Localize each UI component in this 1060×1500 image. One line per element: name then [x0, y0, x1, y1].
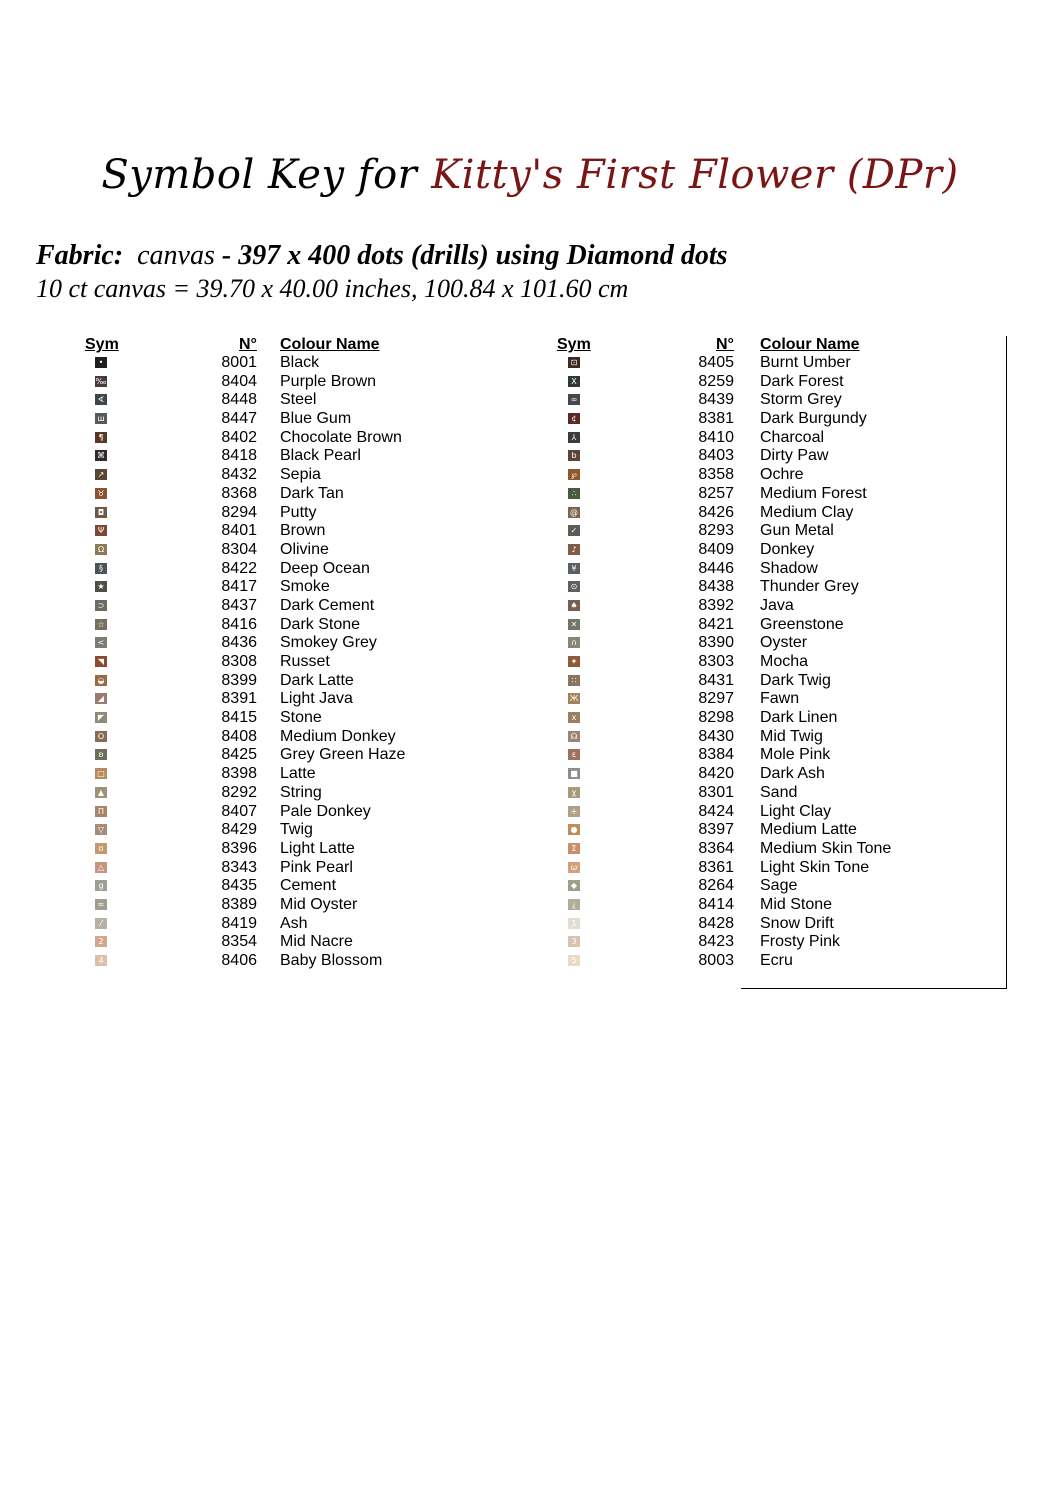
colour-name: Frosty Pink [760, 933, 841, 951]
colour-number: 8003 [698, 952, 734, 969]
symbol-swatch: O [95, 731, 107, 742]
colour-name: Sage [760, 877, 798, 895]
symbol-swatch: < [95, 637, 107, 648]
colour-number: 8415 [221, 709, 257, 727]
symbol-swatch: ∩ [568, 637, 580, 648]
symbol-swatch: ◒ [95, 675, 107, 686]
colour-name: Deep Ocean [280, 559, 370, 577]
colour-name: Charcoal [760, 428, 825, 446]
colour-name: Medium Clay [760, 503, 854, 521]
symbol-swatch: ≈ [95, 899, 107, 910]
colour-name: Olivine [280, 540, 329, 558]
symbol-swatch: ʊ [95, 843, 107, 854]
colour-name: Pink Pearl [280, 858, 353, 876]
colour-number: 8436 [221, 634, 257, 652]
colour-number: 8428 [698, 914, 734, 932]
colour-name: Putty [280, 503, 317, 521]
colour-name: Java [760, 596, 794, 614]
colour-name: Oyster [760, 634, 808, 652]
colour-number: 8264 [698, 877, 734, 895]
table-border-bottom [741, 988, 1007, 989]
colour-name: Mocha [760, 653, 809, 670]
colour-number: 8414 [698, 895, 734, 913]
colour-number: 8001 [221, 354, 257, 371]
colour-name: Chocolate Brown [280, 428, 402, 446]
colour-number: 8368 [221, 484, 257, 502]
colour-number: 8390 [698, 634, 734, 652]
colour-name: Dark Stone [280, 615, 361, 633]
colour-number: 8423 [698, 933, 734, 951]
colour-number: 8418 [221, 447, 257, 465]
colour-number: 8439 [698, 391, 734, 409]
colour-number: 8406 [221, 952, 257, 969]
colour-name: Donkey [760, 540, 815, 558]
colour-number: 8424 [698, 802, 734, 820]
colour-name: Dark Forest [760, 372, 844, 390]
page-title [0, 152, 1060, 198]
colour-name: Light Clay [760, 802, 832, 820]
colour-name: Russet [280, 653, 330, 670]
colour-number: 8429 [221, 821, 257, 839]
colour-name: Fawn [760, 690, 800, 708]
colour-name: Medium Latte [760, 821, 857, 839]
symbol-swatch: Σ [568, 843, 580, 854]
colour-number: 8437 [221, 596, 257, 614]
colour-number: 8438 [698, 578, 734, 596]
colour-name: Cement [280, 877, 337, 895]
symbol-swatch: ☊ [568, 731, 580, 742]
symbol-swatch: χ [568, 787, 580, 798]
symbol-swatch: ℘ [568, 469, 580, 480]
symbol-swatch: ● [568, 824, 580, 835]
symbol-swatch: ¿ [568, 899, 580, 910]
colour-name: Smokey Grey [280, 634, 377, 652]
symbol-swatch: Ψ [95, 525, 107, 536]
colour-name: Mid Nacre [280, 933, 353, 951]
colour-name: Twig [280, 821, 313, 839]
colour-number: 8409 [698, 540, 734, 558]
colour-name: Light Java [280, 690, 353, 708]
symbol-swatch: ⊡ [568, 357, 580, 368]
colour-number: 8408 [221, 727, 257, 745]
symbol-swatch: Ω [95, 544, 107, 555]
symbol-swatch: ʚ [95, 749, 107, 760]
colour-number: 8399 [221, 671, 257, 689]
colour-name: Black [280, 354, 320, 371]
symbol-swatch: ω [568, 862, 580, 873]
colour-number: 8293 [698, 522, 734, 540]
symbol-swatch: ♠ [568, 600, 580, 611]
pattern-name: Kitty's First Flower (DPr) [431, 152, 959, 198]
colour-name: Mid Stone [760, 895, 833, 913]
header-sym: Sym [557, 336, 591, 353]
colour-number: 8396 [221, 839, 257, 857]
symbol-swatch: ☆ [95, 619, 107, 630]
colour-number: 8407 [221, 802, 257, 820]
symbol-swatch: 1 [568, 918, 580, 929]
symbol-swatch: + [568, 806, 580, 817]
symbol-swatch: ■ [568, 768, 580, 779]
colour-number: 8404 [221, 372, 257, 390]
colour-number: 8391 [221, 690, 257, 708]
symbol-swatch: ◤ [95, 712, 107, 723]
colour-number: 8381 [698, 410, 734, 428]
symbol-swatch: ✦ [568, 656, 580, 667]
colour-number: 8416 [221, 615, 257, 633]
symbol-swatch: ‰ [95, 376, 107, 386]
symbol-swatch: Ж [569, 694, 579, 704]
colour-number: 8419 [221, 914, 257, 932]
colour-name: Purple Brown [280, 372, 377, 390]
colour-name: Sepia [280, 466, 321, 484]
symbol-swatch: x [568, 712, 580, 723]
table-border-right [1006, 336, 1007, 988]
colour-name: String [280, 783, 322, 801]
colour-number: 8401 [221, 522, 257, 540]
colour-name: Blue Gum [280, 410, 352, 428]
fabric-label: Fabric: [36, 240, 124, 271]
colour-number: 8435 [221, 877, 257, 895]
colour-name: Burnt Umber [760, 354, 851, 371]
symbol-swatch: 5 [568, 955, 580, 966]
colour-number: 8447 [221, 410, 257, 428]
colour-number: 8426 [698, 503, 734, 521]
colour-name: Mid Oyster [280, 895, 358, 913]
symbol-swatch: ⌘ [97, 451, 105, 461]
colour-number: 8301 [698, 783, 734, 801]
symbol-swatch: Π [95, 806, 107, 817]
colour-number: 8389 [221, 895, 257, 913]
fabric-spec: 397 x 400 dots (drills) using Diamond dots [238, 240, 728, 271]
symbol-swatch: ш [95, 413, 107, 424]
symbol-swatch: ∴ [568, 488, 580, 499]
header-colour-name: Colour Name [760, 336, 860, 353]
colour-number: 8384 [698, 746, 734, 764]
symbol-swatch: g [95, 880, 107, 891]
colour-number: 8420 [698, 765, 734, 783]
colour-name: Brown [280, 522, 326, 540]
colour-name: Latte [280, 765, 316, 783]
symbol-swatch: ⊙ [568, 581, 580, 592]
symbol-swatch: ∷ [568, 675, 580, 686]
colour-name: Baby Blossom [280, 952, 383, 969]
colour-name: Dark Ash [760, 765, 825, 783]
symbol-swatch: ★ [95, 581, 107, 592]
header-sym: Sym [85, 336, 119, 353]
colour-number: 8432 [221, 466, 257, 484]
colour-name: Dark Cement [280, 596, 375, 614]
symbol-swatch: ◥ [95, 656, 107, 667]
colour-number: 8397 [698, 821, 734, 839]
title-lead: Symbol Key for [101, 152, 418, 198]
symbol-swatch: 3 [568, 936, 580, 947]
colour-name: Stone [280, 709, 322, 727]
colour-number: 8421 [698, 615, 734, 633]
symbol-swatch: ▽ [95, 824, 107, 835]
colour-number: 8304 [221, 540, 257, 558]
header-num: N° [716, 336, 734, 353]
fabric-type: canvas [137, 240, 215, 271]
symbol-swatch: ✓ [568, 525, 580, 536]
fabric-line [36, 240, 728, 272]
canvas-dimensions: 10 ct canvas = 39.70 x 40.00 inches, 100.84 x 101.60 cm [36, 274, 629, 303]
colour-number: 8398 [221, 765, 257, 783]
symbol-swatch: 4 [95, 955, 107, 966]
colour-name: Pale Donkey [280, 802, 371, 820]
colour-number: 8303 [698, 653, 734, 670]
symbol-swatch: ✕ [568, 619, 580, 630]
symbol-swatch: ◆ [568, 880, 580, 891]
colour-number: 8403 [698, 447, 734, 465]
colour-name: Medium Skin Tone [760, 839, 892, 857]
colour-name: Medium Donkey [280, 727, 396, 745]
colour-number: 8292 [221, 783, 257, 801]
symbol-swatch: △ [95, 862, 107, 873]
colour-number: 8354 [221, 933, 257, 951]
colour-number: 8361 [698, 858, 734, 876]
symbol-swatch: ♪ [568, 544, 580, 555]
colour-name: Dark Linen [760, 709, 838, 727]
colour-name: Dark Latte [280, 671, 354, 689]
colour-name: Steel [280, 391, 317, 409]
colour-name: Medium Forest [760, 484, 867, 502]
colour-number: 8422 [221, 559, 257, 577]
colour-name: Greenstone [760, 615, 844, 633]
colour-name: Shadow [760, 559, 818, 577]
symbol-swatch: • [95, 357, 107, 368]
colour-number: 8431 [698, 671, 734, 689]
colour-name: Dark Burgundy [760, 410, 867, 428]
colour-number: 8405 [698, 354, 734, 371]
colour-name: Dirty Paw [760, 447, 829, 465]
colour-number: 8364 [698, 839, 734, 857]
colour-number: 8402 [221, 428, 257, 446]
colour-number: 8257 [698, 484, 734, 502]
colour-number: 8259 [698, 372, 734, 390]
colour-number: 8358 [698, 466, 734, 484]
colour-name: Black Pearl [280, 447, 361, 465]
fabric-dash: - [221, 240, 232, 271]
symbol-swatch: ♉ [95, 488, 107, 499]
symbol-swatch: ¥ [568, 563, 580, 574]
colour-name: Gun Metal [760, 522, 834, 540]
colour-name: Mole Pink [760, 746, 831, 764]
colour-name: Ecru [760, 952, 793, 969]
colour-name: Light Latte [280, 839, 355, 857]
colour-name: Snow Drift [760, 914, 834, 932]
colour-name: Smoke [280, 578, 330, 596]
symbol-swatch: ⊃ [95, 600, 107, 611]
symbol-swatch: ⁄ [95, 918, 107, 929]
colour-name: Storm Grey [760, 391, 842, 409]
colour-number: 8417 [221, 578, 257, 596]
colour-number: 8446 [698, 559, 734, 577]
colour-name: Dark Twig [760, 671, 831, 689]
symbol-swatch: ▲ [95, 787, 107, 798]
header-num: N° [239, 336, 257, 353]
colour-number: 8298 [698, 709, 734, 727]
colour-name: Mid Twig [760, 727, 823, 745]
colour-name: Dark Tan [280, 484, 344, 502]
symbol-swatch: ∞ [568, 394, 580, 405]
symbol-swatch: § [95, 563, 107, 574]
colour-number: 8410 [698, 428, 734, 446]
symbol-swatch: ◘ [95, 507, 107, 518]
symbol-swatch: @ [570, 507, 578, 517]
colour-number: 8297 [698, 690, 734, 708]
colour-number: 8343 [221, 858, 257, 876]
symbol-swatch: ∢ [95, 394, 107, 405]
symbol-swatch: ¶ [95, 432, 107, 443]
colour-name: Sand [760, 783, 798, 801]
colour-number: 8308 [221, 653, 257, 670]
symbol-swatch: ε [568, 749, 580, 760]
colour-name: Ochre [760, 466, 804, 484]
colour-name: Thunder Grey [760, 578, 859, 596]
colour-number: 8294 [221, 503, 257, 521]
symbol-swatch: □ [95, 768, 107, 779]
colour-number: 8425 [221, 746, 257, 764]
symbol-swatch: X [568, 376, 580, 387]
colour-number: 8448 [221, 391, 257, 409]
symbol-swatch: ◢ [95, 693, 107, 704]
colour-number: 8430 [698, 727, 734, 745]
colour-name: Grey Green Haze [280, 746, 406, 764]
symbol-swatch: ¢ [568, 413, 580, 424]
symbol-swatch: ⅄ [568, 432, 580, 443]
colour-name: Light Skin Tone [760, 858, 870, 876]
header-colour-name: Colour Name [280, 336, 380, 353]
symbol-swatch: b [568, 450, 580, 461]
colour-name: Ash [280, 914, 308, 932]
symbol-swatch: 2 [95, 936, 107, 947]
colour-number: 8392 [698, 596, 734, 614]
symbol-swatch: ↗ [95, 469, 107, 480]
